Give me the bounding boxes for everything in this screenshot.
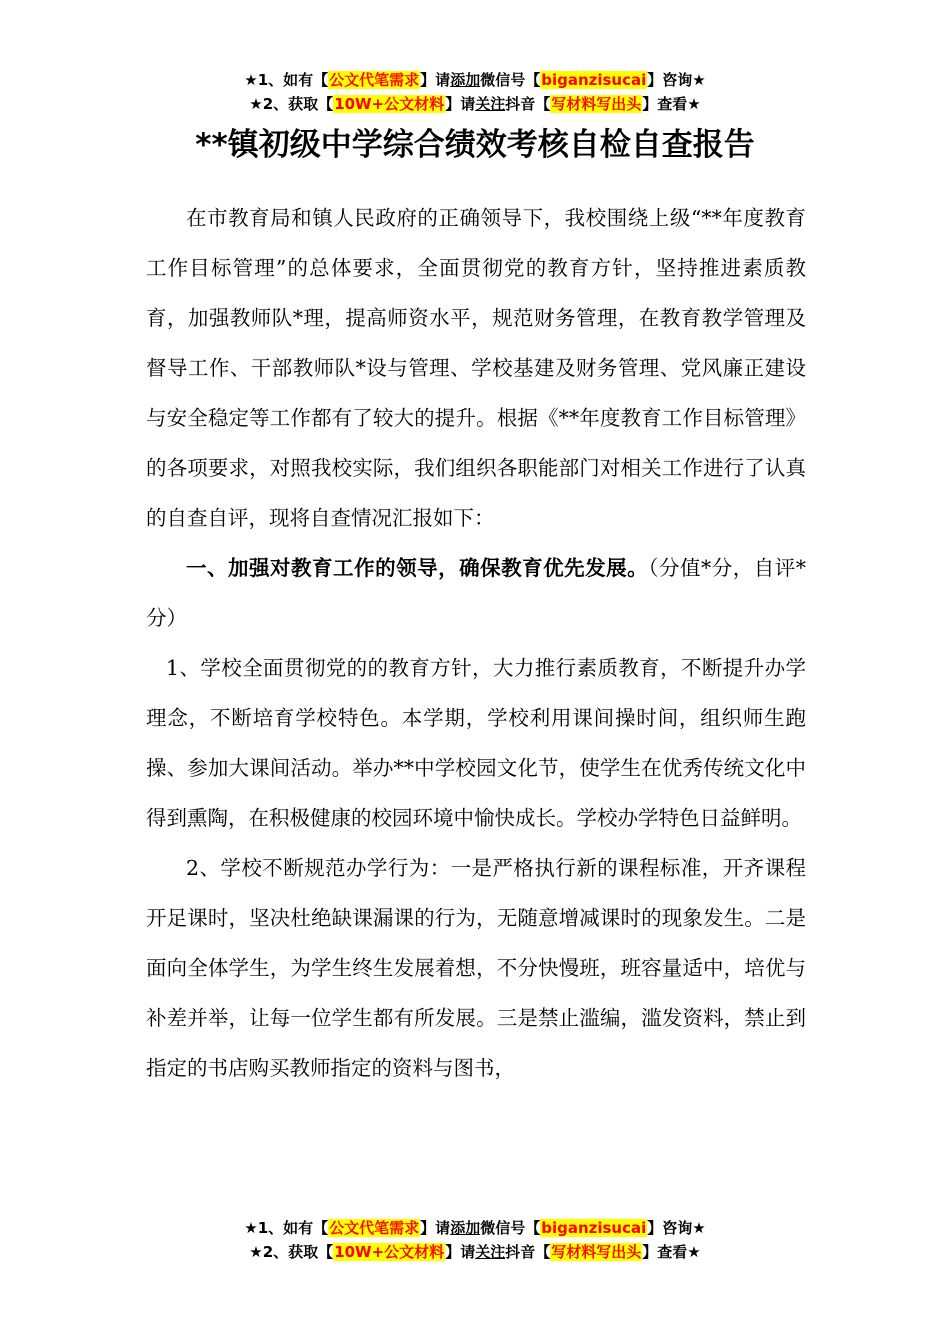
section-1-paragraph — [146, 543, 806, 643]
promo-line-1-suffix: 】咨询★ — [647, 71, 706, 89]
promo-underline-add: 添加 — [450, 1219, 481, 1237]
promo-line-2-suffix: 】查看★ — [642, 95, 701, 113]
promo-highlight-materials: 10W+公文材料 — [334, 95, 445, 113]
promo-line-1-prefix: ★1、如有【 — [244, 1219, 329, 1237]
promo-line-2 — [0, 1240, 950, 1264]
promo-line-2-mid: 】请 — [445, 1243, 476, 1261]
promo-line-2-prefix: ★2、获取【 — [249, 1243, 334, 1261]
promo-underline-follow: 关注 — [475, 1243, 506, 1261]
item-1-paragraph: 1、学校全面贯彻党的的教育方针，大力推行素质教育，不断提升办学理念，不断培育学校特色。本学期，学校利用课间操时间，组织师生跑操、参加大课间活动。举办**中学校园文化节，使学生在优秀传统文化中得到熏陶，在积极健康的校园环境中愉快成长。学校办学特色日益鲜明。 — [146, 656, 806, 830]
intro-paragraph: 在市教育局和镇人民政府的正确领导下，我校围绕上级“**年度教育工作目标管理”的总体要求，全面贯彻党的教育方针，坚持推进素质教育，加强教师队*理，提高师资水平，规范财务管理，在教育教学管理及督导工作、干部教师队*设与管理、学校基建及财务管理、党风廉正建设与安全稳定等工作都有了较大的提升。根据《**年度教育工作目标管理》的各项要求，对照我校实际，我们组织各职能部门对相关工作进行了认真的自查自评，现将自查情况汇报如下： — [146, 206, 806, 530]
promo-banner-top — [0, 68, 950, 116]
section-1-score: （分值*分，自评*分） — [146, 556, 807, 630]
promo-line-2-mid2: 抖音【 — [505, 1243, 551, 1261]
document-body — [146, 193, 806, 1093]
promo-highlight-materials: 10W+公文材料 — [334, 1243, 445, 1261]
promo-highlight-service: 公文代笔需求 — [329, 71, 420, 89]
promo-underline-follow: 关注 — [475, 95, 506, 113]
promo-line-1-suffix: 】咨询★ — [647, 1219, 706, 1237]
promo-highlight-douyin: 写材料写出头 — [551, 95, 642, 113]
promo-line-2-prefix: ★2、获取【 — [249, 95, 334, 113]
promo-highlight-wechat-id: biganzisucai — [541, 1219, 647, 1237]
promo-line-2 — [0, 92, 950, 116]
section-1-heading: 一、加强对教育工作的领导，确保教育优先发展。 — [186, 556, 649, 580]
promo-line-1-mid: 】请 — [420, 1219, 451, 1237]
promo-highlight-service: 公文代笔需求 — [329, 1219, 420, 1237]
promo-line-1-mid2: 微信号【 — [480, 1219, 541, 1237]
promo-banner-bottom — [0, 1216, 950, 1264]
document-title: **镇初级中学综合绩效考核自检自查报告 — [195, 127, 755, 163]
promo-underline-add: 添加 — [450, 71, 481, 89]
promo-line-2-mid: 】请 — [445, 95, 476, 113]
promo-line-1-mid2: 微信号【 — [480, 71, 541, 89]
promo-line-2-suffix: 】查看★ — [642, 1243, 701, 1261]
promo-highlight-wechat-id: biganzisucai — [541, 71, 647, 89]
promo-line-2-mid2: 抖音【 — [505, 95, 551, 113]
item-2-paragraph: 2、学校不断规范办学行为：一是严格执行新的课程标准，开齐课程开足课时，坚决杜绝缺课漏课的行为，无随意增减课时的现象发生。二是面向全体学生，为学生终生发展着想，不分快慢班，班容量适中，培优与补差并举，让每一位学生都有所发展。三是禁止滥编，滥发资料，禁止到指定的书店购买教师指定的资料与图书， — [146, 856, 806, 1080]
promo-line-1 — [0, 68, 950, 92]
promo-line-1-prefix: ★1、如有【 — [244, 71, 329, 89]
promo-line-1-mid: 】请 — [420, 71, 451, 89]
promo-line-1 — [0, 1216, 950, 1240]
promo-highlight-douyin: 写材料写出头 — [551, 1243, 642, 1261]
